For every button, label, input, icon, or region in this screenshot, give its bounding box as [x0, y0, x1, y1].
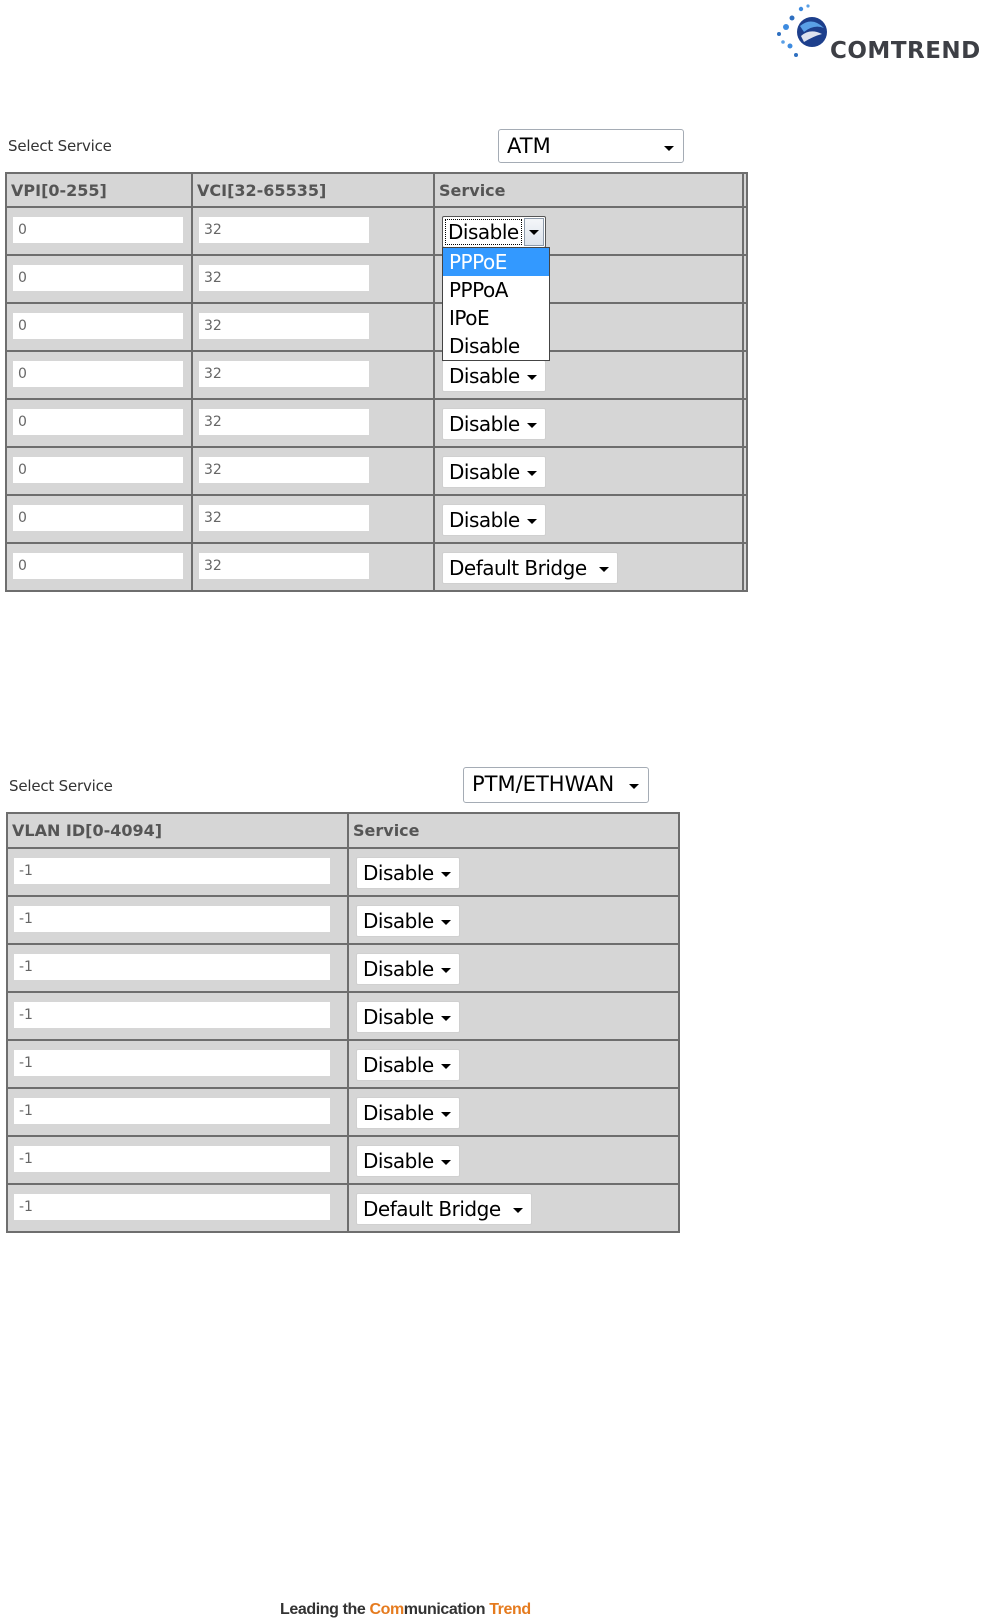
vci-header: VCI[32-65535] [192, 173, 434, 207]
logo-brand-text: COMTREND [830, 38, 981, 64]
vpi-cell [6, 447, 192, 495]
vpi-cell [6, 207, 192, 255]
service-select-value: Disable [449, 460, 520, 484]
service-header: Service [434, 173, 743, 207]
service-select-value: Disable [363, 861, 434, 885]
service-select-value: Disable [363, 1005, 434, 1029]
atm-service-table [5, 172, 748, 592]
vpi-input[interactable]: 0 [12, 360, 184, 388]
vlan-id-input[interactable]: -1 [13, 857, 331, 885]
service-cell [434, 447, 743, 495]
service-cell [348, 896, 679, 944]
service-select-value: Disable [449, 412, 520, 436]
vlan-id-cell [7, 896, 348, 944]
vpi-cell [6, 303, 192, 351]
chevron-down-icon [527, 375, 537, 380]
vci-input[interactable]: 32 [198, 216, 370, 244]
vlan-id-cell [7, 1184, 348, 1232]
vlan-id-cell [7, 1136, 348, 1184]
vpi-cell [6, 255, 192, 303]
service-cell [348, 1088, 679, 1136]
vpi-input[interactable]: 0 [12, 552, 184, 580]
ptm-header-row [7, 813, 679, 848]
service-select[interactable] [356, 1097, 460, 1129]
service-header: Service [348, 813, 679, 848]
ptm-table-row [7, 1136, 679, 1184]
atm-table-row [6, 447, 747, 495]
row-spacer [743, 351, 747, 399]
row-spacer [743, 255, 747, 303]
chevron-down-icon [441, 968, 451, 973]
ptm-table-row [7, 944, 679, 992]
footer-tagline [280, 1601, 531, 1619]
service-cell [434, 399, 743, 447]
vci-input[interactable]: 32 [198, 312, 370, 340]
atm-service-type-select[interactable] [498, 129, 684, 163]
vci-input[interactable]: 32 [198, 456, 370, 484]
service-cell [348, 848, 679, 896]
service-select[interactable] [442, 360, 546, 392]
vlan-id-input[interactable]: -1 [13, 1145, 331, 1173]
vci-input[interactable]: 32 [198, 408, 370, 436]
row-spacer [743, 447, 747, 495]
footer-text-4: Trend [489, 1601, 531, 1618]
row-spacer [743, 303, 747, 351]
dropdown-button[interactable] [524, 218, 544, 246]
service-select[interactable] [356, 1049, 460, 1081]
service-select[interactable] [442, 456, 546, 488]
vci-cell [192, 495, 434, 543]
service-dropdown-list[interactable] [442, 247, 550, 361]
atm-table-row [6, 399, 747, 447]
service-select[interactable] [442, 408, 546, 440]
vci-cell [192, 543, 434, 591]
service-cell [348, 944, 679, 992]
vci-cell [192, 399, 434, 447]
vpi-input[interactable]: 0 [12, 456, 184, 484]
ptm-service-type-select[interactable] [463, 767, 649, 803]
chevron-down-icon [527, 519, 537, 524]
vlan-id-input[interactable]: -1 [13, 953, 331, 981]
row-spacer [743, 207, 747, 255]
ptm-table-row [7, 1088, 679, 1136]
vpi-cell [6, 495, 192, 543]
vpi-cell [6, 399, 192, 447]
service-select[interactable] [356, 1193, 532, 1225]
ptm-table-row [7, 1184, 679, 1232]
vpi-input[interactable]: 0 [12, 408, 184, 436]
ptm-table-row [7, 1040, 679, 1088]
footer-text-1: Leading the [280, 1601, 370, 1618]
chevron-down-icon [441, 920, 451, 925]
chevron-down-icon [629, 784, 639, 789]
chevron-down-icon [441, 872, 451, 877]
service-select-value: Default Bridge [363, 1197, 501, 1221]
vpi-header: VPI[0-255] [6, 173, 192, 207]
service-cell [348, 992, 679, 1040]
vpi-input[interactable]: 0 [12, 264, 184, 292]
service-select-value: Default Bridge [449, 556, 587, 580]
row-spacer [743, 543, 747, 591]
row-spacer [743, 495, 747, 543]
chevron-down-icon [441, 1016, 451, 1021]
atm-header-row [6, 173, 747, 207]
atm-select-service-label: Select Service [8, 137, 112, 155]
atm-table-row [6, 495, 747, 543]
service-select-value: Disable [449, 364, 520, 388]
dropdown-option[interactable]: Disable [449, 334, 520, 358]
service-select-value: Disable [363, 909, 434, 933]
vci-input[interactable]: 32 [198, 360, 370, 388]
chevron-down-icon [441, 1064, 451, 1069]
header-spacer [743, 173, 747, 207]
atm-table-row [6, 255, 747, 303]
service-select[interactable] [356, 1145, 460, 1177]
service-cell [348, 1184, 679, 1232]
service-select[interactable] [442, 504, 546, 536]
atm-table-row [6, 351, 747, 399]
comtrend-logo [774, 2, 984, 66]
vlan-id-cell [7, 1040, 348, 1088]
chevron-down-icon [527, 423, 537, 428]
chevron-down-icon [664, 146, 674, 151]
vci-cell [192, 207, 434, 255]
vci-input[interactable]: 32 [198, 504, 370, 532]
service-select[interactable] [356, 1001, 460, 1033]
service-select[interactable] [442, 552, 618, 584]
chevron-down-icon [441, 1160, 451, 1165]
service-cell [434, 495, 743, 543]
service-cell [434, 543, 743, 591]
vlan-id-cell [7, 992, 348, 1040]
service-select[interactable] [442, 216, 546, 248]
vlan-id-input[interactable]: -1 [13, 1193, 331, 1221]
ptm-service-table [6, 812, 680, 1233]
vci-cell [192, 255, 434, 303]
service-select-value: Disable [363, 1149, 434, 1173]
service-cell [348, 1040, 679, 1088]
row-spacer [743, 399, 747, 447]
vci-input[interactable]: 32 [198, 552, 370, 580]
vlan-id-cell [7, 1088, 348, 1136]
dropdown-option[interactable]: IPoE [449, 306, 490, 330]
vlan-id-input[interactable]: -1 [13, 1097, 331, 1125]
service-select-value: Disable [363, 1053, 434, 1077]
vlan-id-cell [7, 944, 348, 992]
vci-input[interactable]: 32 [198, 264, 370, 292]
vci-cell [192, 351, 434, 399]
ptm-table-row [7, 848, 679, 896]
chevron-down-icon [529, 230, 539, 235]
vlan-id-input[interactable]: -1 [13, 1049, 331, 1077]
vpi-cell [6, 351, 192, 399]
vpi-input[interactable]: 0 [12, 312, 184, 340]
service-select-value: Disable [363, 957, 434, 981]
ptm-select-service-label: Select Service [9, 777, 113, 795]
chevron-down-icon [441, 1112, 451, 1117]
ptm-service-type-value: PTM/ETHWAN [472, 772, 615, 796]
logo-globe-icon [774, 2, 834, 66]
vpi-cell [6, 543, 192, 591]
service-cell [348, 1136, 679, 1184]
dropdown-option[interactable]: PPPoE [443, 248, 549, 276]
footer-text-2: Com [369, 1601, 404, 1618]
vlan-id-input[interactable]: -1 [13, 905, 331, 933]
vci-cell [192, 303, 434, 351]
chevron-down-icon [527, 471, 537, 476]
service-select[interactable] [356, 953, 460, 985]
service-select-value: Disable [363, 1101, 434, 1125]
service-select-value: Disable [449, 508, 520, 532]
vlan-id-input[interactable]: -1 [13, 1001, 331, 1029]
ptm-table-row [7, 896, 679, 944]
service-select[interactable] [356, 905, 460, 937]
vpi-input[interactable]: 0 [12, 504, 184, 532]
vci-cell [192, 447, 434, 495]
atm-table-row [6, 207, 747, 255]
footer-text-3: munication [403, 1601, 490, 1618]
dropdown-option[interactable]: PPPoA [449, 278, 508, 302]
atm-service-type-value: ATM [507, 134, 551, 158]
chevron-down-icon [513, 1208, 523, 1213]
chevron-down-icon [599, 567, 609, 572]
service-select-value: Disable [448, 220, 519, 244]
vlan-id-cell [7, 848, 348, 896]
service-select[interactable] [356, 857, 460, 889]
vlan-id-header: VLAN ID[0-4094] [7, 813, 348, 848]
vpi-input[interactable]: 0 [12, 216, 184, 244]
atm-table-row [6, 543, 747, 591]
ptm-table-row [7, 992, 679, 1040]
atm-table-row [6, 303, 747, 351]
